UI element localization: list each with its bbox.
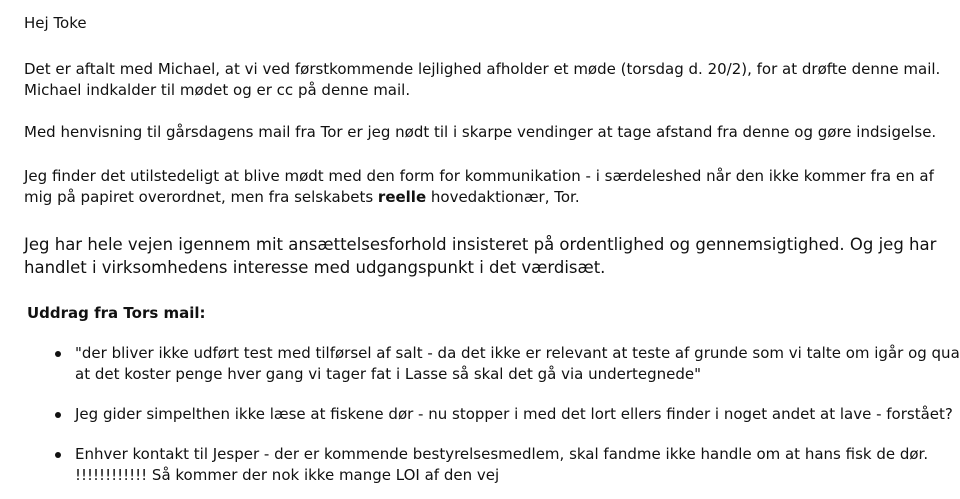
list-item [24, 343, 960, 385]
paragraph-line: handlet i virksomhedens interesse med udgangspunkt i det værdisæt. [24, 258, 606, 277]
paragraph-line: Jeg har hele vejen igennem mit ansættelsesforhold insisteret på ordentlighed og gennemsigtighed. Og jeg har [24, 235, 937, 254]
paragraph-integrity [24, 233, 936, 279]
bullet-icon [55, 412, 61, 418]
paragraph-line: Med henvisning til gårsdagens mail fra Tor er jeg nødt til i skarpe vendinger at tage afstand fra denne og gøre indsigelse. [24, 123, 937, 141]
list-item [24, 404, 960, 425]
text-segment: hovedaktionær, Tor. [426, 188, 580, 206]
paragraph-line: Jeg finder det utilstedeligt at blive mødt med den form for kommunikation - i særdeleshed når den ikke kommer fra en af [24, 167, 934, 185]
paragraph-objection [24, 122, 936, 143]
list-item-line: at det koster penge hver gang vi tager fat i Lasse så skal det gå via undertegnede" [75, 365, 702, 383]
paragraph-line [24, 187, 934, 208]
bullet-icon [55, 452, 61, 458]
paragraph-line: Michael indkalder til mødet og er cc på denne mail. [24, 81, 411, 99]
paragraph-meeting [24, 59, 940, 101]
text-segment: mig på papiret overordnet, men fra selskabets [24, 188, 378, 206]
list-item-line: Jeg gider simpelthen ikke læse at fiskene dør - nu stopper i med det lort ellers finder i noget andet at lave - forstået? [75, 405, 953, 423]
list-item [24, 444, 960, 486]
list-item-line: !!!!!!!!!!!! Så kommer der nok ikke mange LOI af den vej [75, 466, 500, 484]
greeting: Hej Toke [24, 14, 87, 32]
excerpt-heading: Uddrag fra Tors mail: [27, 304, 206, 322]
excerpt-list [24, 343, 960, 486]
paragraph-line: Det er aftalt med Michael, at vi ved førstkommende lejlighed afholder et møde (torsdag d. 20/2), for at drøfte denne mail. [24, 60, 941, 78]
bullet-icon [55, 351, 61, 357]
list-item-line: Enhver kontakt til Jesper - der er kommende bestyrelsesmedlem, skal fandme ikke handle om at hans fisk de dør. [75, 445, 929, 463]
paragraph-communication [24, 166, 934, 208]
bold-emphasis: reelle [377, 188, 427, 206]
list-item-line: "der bliver ikke udført test med tilførsel af salt - da det ikke er relevant at teste af grunde som vi talte om igår og qua [75, 344, 960, 362]
